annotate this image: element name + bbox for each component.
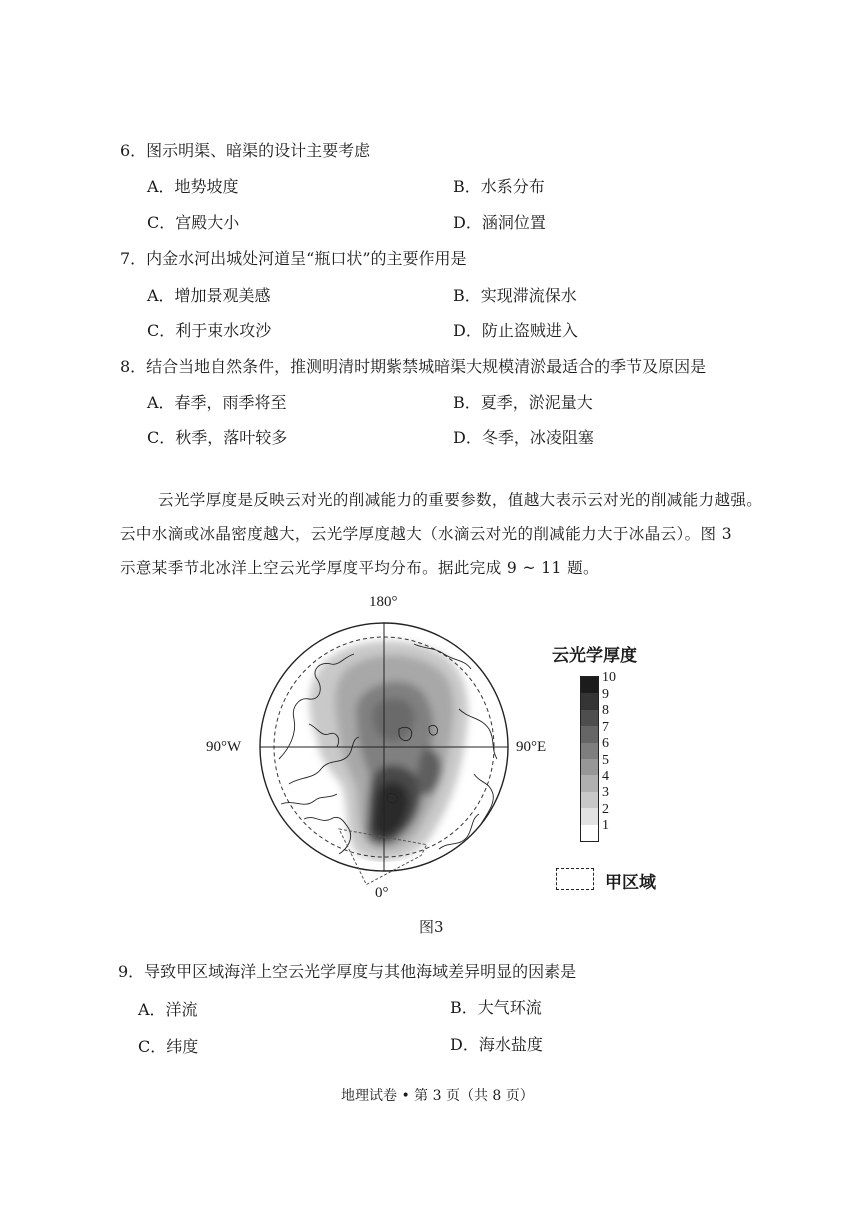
legend-swatch-4 bbox=[581, 775, 598, 791]
q8-option-c: C．秋季，落叶较多 bbox=[147, 428, 288, 447]
legend-value-2: 2 bbox=[602, 802, 609, 817]
question-8-stem: 8．结合当地自然条件，推测明清时期紫禁城暗渠大规模清淤最适合的季节及原因是 bbox=[120, 357, 707, 376]
passage-line-1: 云光学厚度是反映云对光的削减能力的重要参数，值越大表示云对光的削减能力越强。 bbox=[158, 491, 763, 509]
q7-option-a: A．增加景观美感 bbox=[147, 286, 271, 305]
legend-value-7: 7 bbox=[602, 720, 609, 735]
legend-value-8: 8 bbox=[602, 703, 609, 718]
page-footer: 地理试卷 • 第 3 页（共 8 页） bbox=[341, 1088, 534, 1104]
q7-option-b: B．实现滞流保水 bbox=[453, 286, 577, 305]
legend-value-3: 3 bbox=[602, 785, 609, 800]
map-label-180: 180° bbox=[369, 594, 398, 610]
region-jia-legend-label: 甲区域 bbox=[605, 873, 656, 893]
passage-line-2: 云中水滴或冰晶密度越大，云光学厚度越大（水滴云对光的削减能力大于冰晶云）。图 3 bbox=[120, 525, 733, 543]
legend-swatch-8 bbox=[581, 710, 598, 726]
legend-value-9: 9 bbox=[602, 687, 609, 702]
passage-line-3: 示意某季节北冰洋上空云光学厚度平均分布。据此完成 9 ~ 11 题。 bbox=[120, 559, 599, 577]
legend-value-1: 1 bbox=[602, 818, 609, 833]
q9-option-a: A．洋流 bbox=[138, 1000, 198, 1019]
q6-option-d: D．涵洞位置 bbox=[453, 213, 546, 232]
q8-option-b: B．夏季，淤泥量大 bbox=[453, 393, 593, 412]
q9-option-b: B．大气环流 bbox=[450, 998, 542, 1017]
legend-swatch-2 bbox=[581, 808, 598, 824]
map-label-90e: 90°E bbox=[516, 739, 547, 755]
legend-swatch-5 bbox=[581, 759, 598, 775]
figure-caption: 图3 bbox=[419, 918, 444, 936]
legend-colorbar bbox=[580, 676, 599, 842]
legend-swatch-1 bbox=[581, 825, 598, 841]
question-9-stem: 9．导致甲区域海洋上空云光学厚度与其他海域差异明显的因素是 bbox=[118, 962, 577, 981]
legend-value-5: 5 bbox=[602, 753, 609, 768]
legend-swatch-6 bbox=[581, 743, 598, 759]
legend-swatch-9 bbox=[581, 693, 598, 709]
legend-swatch-10 bbox=[581, 677, 598, 693]
q8-option-d: D．冬季，冰凌阻塞 bbox=[453, 428, 594, 447]
q6-option-a: A．地势坡度 bbox=[147, 177, 239, 196]
region-jia-legend-box bbox=[556, 868, 594, 890]
question-6-stem: 6．图示明渠、暗渠的设计主要考虑 bbox=[120, 141, 371, 160]
q6-option-b: B．水系分布 bbox=[453, 177, 545, 196]
q9-option-c: C．纬度 bbox=[138, 1037, 199, 1056]
q7-option-c: C．利于束水攻沙 bbox=[147, 321, 272, 340]
q9-option-d: D．海水盐度 bbox=[450, 1035, 543, 1054]
legend-swatch-3 bbox=[581, 792, 598, 808]
map-label-90w: 90°W bbox=[206, 739, 242, 755]
legend-value-10: 10 bbox=[602, 670, 616, 685]
legend-title: 云光学厚度 bbox=[552, 646, 637, 666]
question-7-stem: 7．内金水河出城处河道呈“瓶口状”的主要作用是 bbox=[120, 249, 467, 268]
q6-option-c: C．宫殿大小 bbox=[147, 213, 240, 232]
arctic-cloud-map bbox=[259, 609, 509, 885]
legend-value-6: 6 bbox=[602, 736, 609, 751]
legend-value-4: 4 bbox=[602, 769, 609, 784]
legend-swatch-7 bbox=[581, 726, 598, 742]
q8-option-a: A．春季，雨季将至 bbox=[147, 393, 287, 412]
map-label-0: 0° bbox=[375, 885, 389, 901]
q7-option-d: D．防止盗贼进入 bbox=[453, 321, 578, 340]
